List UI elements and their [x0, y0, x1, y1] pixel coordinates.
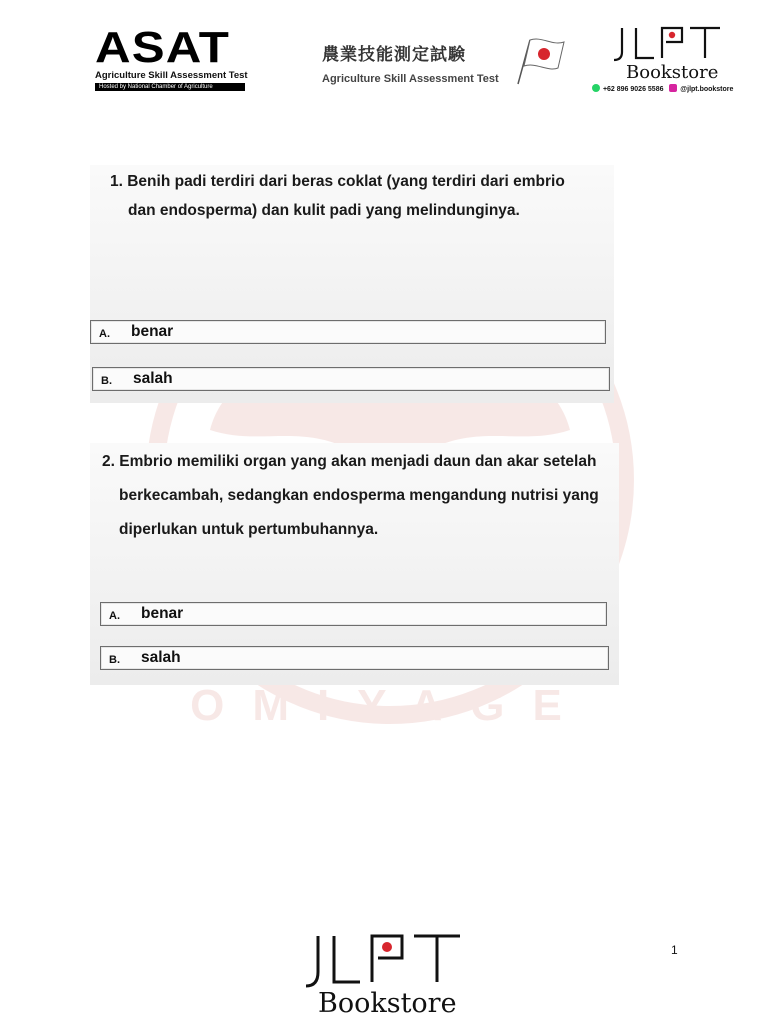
- option-text: benar: [131, 323, 174, 340]
- asat-hosted-by: Hosted by National Chamber of Agriculture: [95, 83, 245, 91]
- question-1-option-b[interactable]: [92, 367, 610, 391]
- option-letter: B.: [109, 654, 120, 666]
- question-2-option-b[interactable]: [100, 646, 609, 670]
- bookstore-label: Bookstore: [318, 988, 457, 1019]
- question-1-line-2: dan endosperma) dan kulit padi yang melindunginya.: [128, 202, 520, 219]
- question-card-1: [90, 165, 614, 403]
- asat-title-english: Agriculture Skill Assessment Test: [322, 73, 499, 85]
- option-text: salah: [133, 370, 173, 387]
- phone-number: +62 896 9026 5586: [602, 86, 664, 93]
- watermark-sub-text: OMIYAGE: [190, 681, 590, 730]
- question-2-line-1: 2. Embrio memiliki organ yang akan menjadi daun dan akar setelah: [102, 453, 597, 470]
- jlpt-logo-icon: [592, 24, 752, 64]
- option-letter: A.: [109, 610, 120, 622]
- contact-info: [592, 84, 752, 93]
- instagram-icon: [669, 84, 677, 92]
- jlpt-logo-icon: [298, 930, 468, 990]
- option-text: benar: [141, 605, 184, 622]
- question-2-option-a[interactable]: [100, 602, 607, 626]
- option-letter: B.: [101, 375, 112, 387]
- asat-logo: [95, 23, 257, 91]
- instagram-handle: @jlpt.bookstore: [680, 86, 734, 93]
- page-number: 1: [671, 943, 678, 957]
- question-1-text: [110, 167, 610, 225]
- question-1-line-1: 1. Benih padi terdiri dari beras coklat (yang terdiri dari embrio: [110, 173, 565, 190]
- question-2-line-2: berkecambah, sedangkan endosperma mengandung nutrisi yang: [119, 487, 599, 504]
- option-text: salah: [141, 649, 181, 666]
- bookstore-label: Bookstore: [626, 62, 719, 83]
- jlpt-bookstore-header-logo: [592, 24, 752, 104]
- question-2-line-3: diperlukan untuk pertumbuhannya.: [119, 521, 379, 538]
- asat-center-title: [322, 40, 522, 85]
- asat-title-japanese: 農業技能測定試験: [322, 45, 466, 65]
- question-2-text: [102, 445, 612, 547]
- jlpt-bookstore-footer-logo: [298, 930, 468, 1020]
- question-1-option-a[interactable]: [90, 320, 606, 344]
- japan-flag-icon: [512, 34, 568, 86]
- asat-subtitle: Agriculture Skill Assessment Test: [95, 70, 248, 81]
- asat-wordmark: ASAT: [95, 23, 230, 72]
- whatsapp-icon: [592, 84, 600, 92]
- option-letter: A.: [99, 328, 110, 340]
- question-card-2: [90, 443, 619, 685]
